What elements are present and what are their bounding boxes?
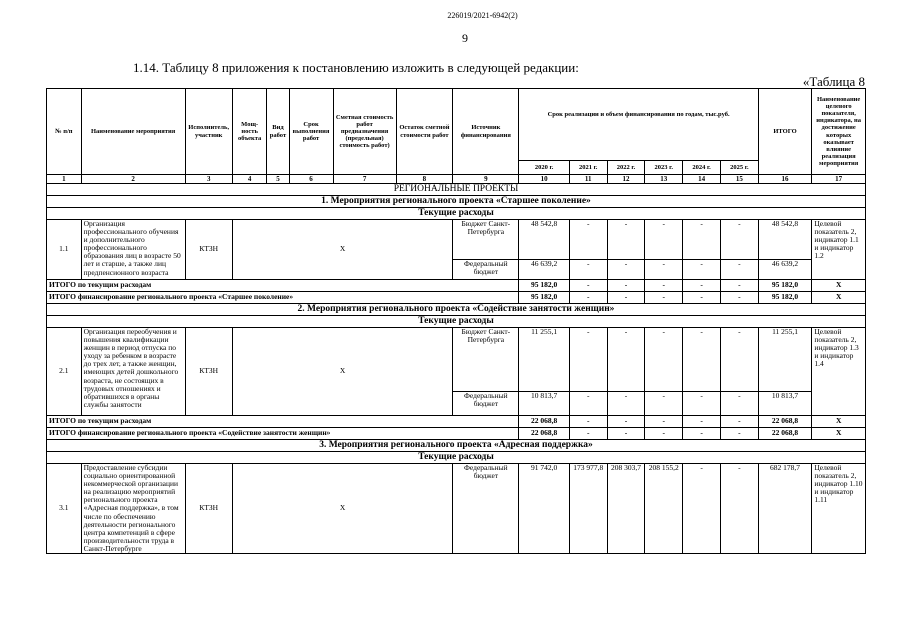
header-num: № п/п xyxy=(47,89,82,175)
value-2021: - xyxy=(569,392,607,416)
item-x-mark: Х xyxy=(232,220,452,280)
item-source: Бюджет Санкт-Петербурга xyxy=(453,220,519,260)
item-source: Федеральный бюджет xyxy=(453,260,519,280)
total-2022: - xyxy=(607,416,645,428)
total-2020: 95 182,0 xyxy=(519,280,569,292)
col-number: 5 xyxy=(267,175,289,184)
total-2023: - xyxy=(645,280,683,292)
header-capacity: Мощ- ность объекта xyxy=(232,89,267,175)
item-source: Федеральный бюджет xyxy=(453,392,519,416)
total-x-mark: Х xyxy=(812,292,866,304)
col-number: 6 xyxy=(289,175,333,184)
total-sum: 95 182,0 xyxy=(758,280,812,292)
total-current-label: ИТОГО по текущим расходам xyxy=(47,280,519,292)
total-2022: - xyxy=(607,280,645,292)
total-sum: 22 068,8 xyxy=(758,416,812,428)
header-indicator: Наименование целевого показателя, индикатора, на достижение которых оказывает влияние реализация мероприятия xyxy=(812,89,866,175)
total-project-label: ИТОГО финансирование регионального проекта «Содействие занятости женщин» xyxy=(47,428,519,440)
header-year: 2023 г. xyxy=(645,161,683,175)
value-2022: - xyxy=(607,392,645,416)
value-2020: 10 813,7 xyxy=(519,392,569,416)
value-2021: - xyxy=(569,260,607,280)
item-name: Организация переобучения и повышения квалификации женщин в период отпуска по уходу за ребенком в возрасте до трех лет, а также женщин, имеющих детей дошкольного возраста, не состоящих в трудовых отношениях и обратившихся в органы службы занятости xyxy=(81,328,185,416)
value-2025: - xyxy=(720,464,758,554)
header-year: 2024 г. xyxy=(683,161,721,175)
financing-table xyxy=(46,88,866,554)
value-2020: 46 639,2 xyxy=(519,260,569,280)
total-sum: 95 182,0 xyxy=(758,292,812,304)
current-expenses-title: Текущие расходы xyxy=(47,316,866,328)
value-2025: - xyxy=(720,260,758,280)
total-project-label: ИТОГО финансирование регионального проекта «Старшее поколение» xyxy=(47,292,519,304)
total-2024: - xyxy=(683,428,721,440)
section-title: 1. Мероприятия регионального проекта «Старшее поколение» xyxy=(47,196,866,208)
item-name: Предоставление субсидии социально ориентированной некоммерческой организации на реализацию мероприятий регионального проекта «Адресная поддержка», в том числе по обеспечению деятельности регионального центра компетенций в сфере производительности труда в Санкт-Петербурге xyxy=(81,464,185,554)
total-x-mark: Х xyxy=(812,280,866,292)
current-expenses-title: Текущие расходы xyxy=(47,452,866,464)
value-2023: 208 155,2 xyxy=(645,464,683,554)
col-number: 1 xyxy=(47,175,82,184)
section-title: 3. Мероприятия регионального проекта «Адресная поддержка» xyxy=(47,440,866,452)
total-2021: - xyxy=(569,428,607,440)
total-2020: 22 068,8 xyxy=(519,428,569,440)
header-year: 2020 г. xyxy=(519,161,569,175)
value-total: 46 639,2 xyxy=(758,260,812,280)
value-2021: - xyxy=(569,220,607,260)
document-number: 226019/2021-6942(2) xyxy=(447,11,518,20)
header-total: ИТОГО xyxy=(758,89,812,175)
value-2020: 91 742,0 xyxy=(519,464,569,554)
total-2025: - xyxy=(720,416,758,428)
total-2024: - xyxy=(683,416,721,428)
header-year: 2021 г. xyxy=(569,161,607,175)
total-2023: - xyxy=(645,292,683,304)
col-number: 11 xyxy=(569,175,607,184)
header-deadline: Срок выполнения работ xyxy=(289,89,333,175)
page-number: 9 xyxy=(462,31,468,45)
total-current-label: ИТОГО по текущим расходам xyxy=(47,416,519,428)
item-x-mark: Х xyxy=(232,464,452,554)
item-indicator: Целевой показатель 2, индикатор 1.1 и индикатор 1.2 xyxy=(812,220,866,280)
value-2024: - xyxy=(683,464,721,554)
item-source: Бюджет Санкт-Петербурга xyxy=(453,328,519,392)
value-2025: - xyxy=(720,220,758,260)
total-2021: - xyxy=(569,280,607,292)
total-2022: - xyxy=(607,292,645,304)
header-remaining: Остаток сметной стоимости работ xyxy=(396,89,453,175)
total-2021: - xyxy=(569,292,607,304)
header-cost: Сметная стоимость работ предназначения (предельная) стоимость работ) xyxy=(333,89,396,175)
header-name: Наименование мероприятия xyxy=(81,89,185,175)
item-executor: КТЗН xyxy=(185,328,232,416)
value-total: 48 542,8 xyxy=(758,220,812,260)
value-total: 682 178,7 xyxy=(758,464,812,554)
item-number: 2.1 xyxy=(47,328,82,416)
value-2022: - xyxy=(607,220,645,260)
total-2024: - xyxy=(683,292,721,304)
header-period: Срок реализации и объем финансирования по годам, тыс.руб. xyxy=(519,89,758,161)
item-source: Федеральный бюджет xyxy=(453,464,519,554)
col-number: 10 xyxy=(519,175,569,184)
value-2024: - xyxy=(683,392,721,416)
value-2022: - xyxy=(607,328,645,392)
value-2022: 208 303,7 xyxy=(607,464,645,554)
col-number: 17 xyxy=(812,175,866,184)
total-sum: 22 068,8 xyxy=(758,428,812,440)
total-2023: - xyxy=(645,416,683,428)
item-indicator: Целевой показатель 2, индикатор 1.3 и индикатор 1.4 xyxy=(812,328,866,416)
item-executor: КТЗН xyxy=(185,464,232,554)
value-2021: - xyxy=(569,328,607,392)
total-2022: - xyxy=(607,428,645,440)
total-2024: - xyxy=(683,280,721,292)
value-2021: 173 977,8 xyxy=(569,464,607,554)
value-2024: - xyxy=(683,220,721,260)
col-number: 2 xyxy=(81,175,185,184)
header-executor: Исполнитель, участник xyxy=(185,89,232,175)
item-executor: КТЗН xyxy=(185,220,232,280)
value-2023: - xyxy=(645,260,683,280)
value-2023: - xyxy=(645,392,683,416)
total-2020: 95 182,0 xyxy=(519,292,569,304)
col-number: 4 xyxy=(232,175,267,184)
item-number: 3.1 xyxy=(47,464,82,554)
total-2025: - xyxy=(720,280,758,292)
table-reference: «Таблица 8 xyxy=(802,74,865,89)
header-work-type: Вид работ xyxy=(267,89,289,175)
value-total: 11 255,1 xyxy=(758,328,812,392)
item-name: Организация профессионального обучения и дополнительного профессионального образования лиц в возрасте 50 лет и старше, а также лиц предпенсионного возраста xyxy=(81,220,185,280)
item-indicator: Целевой показатель 2, индикатор 1.10 и индикатор 1.11 xyxy=(812,464,866,554)
col-number: 14 xyxy=(683,175,721,184)
total-2025: - xyxy=(720,292,758,304)
header-year: 2022 г. xyxy=(607,161,645,175)
value-2025: - xyxy=(720,328,758,392)
current-expenses-title: Текущие расходы xyxy=(47,208,866,220)
col-number: 15 xyxy=(720,175,758,184)
item-x-mark: Х xyxy=(232,328,452,416)
total-2021: - xyxy=(569,416,607,428)
total-2023: - xyxy=(645,428,683,440)
value-2020: 11 255,1 xyxy=(519,328,569,392)
value-2020: 48 542,8 xyxy=(519,220,569,260)
col-number: 13 xyxy=(645,175,683,184)
intro-text: 1.14. Таблицу 8 приложения к постановлению изложить в следующей редакции: xyxy=(133,60,579,75)
value-2025: - xyxy=(720,392,758,416)
value-total: 10 813,7 xyxy=(758,392,812,416)
total-x-mark: Х xyxy=(812,428,866,440)
item-number: 1.1 xyxy=(47,220,82,280)
section-title: 2. Мероприятия регионального проекта «Содействие занятости женщин» xyxy=(47,304,866,316)
col-number: 3 xyxy=(185,175,232,184)
value-2022: - xyxy=(607,260,645,280)
col-number: 12 xyxy=(607,175,645,184)
header-source: Источник финансирования xyxy=(453,89,519,175)
regional-projects-title: РЕГИОНАЛЬНЫЕ ПРОЕКТЫ xyxy=(47,184,866,196)
value-2024: - xyxy=(683,328,721,392)
col-number: 8 xyxy=(396,175,453,184)
value-2023: - xyxy=(645,220,683,260)
col-number: 9 xyxy=(453,175,519,184)
total-x-mark: Х xyxy=(812,416,866,428)
header-year: 2025 г. xyxy=(720,161,758,175)
total-2020: 22 068,8 xyxy=(519,416,569,428)
col-number: 7 xyxy=(333,175,396,184)
total-2025: - xyxy=(720,428,758,440)
value-2023: - xyxy=(645,328,683,392)
value-2024: - xyxy=(683,260,721,280)
col-number: 16 xyxy=(758,175,812,184)
